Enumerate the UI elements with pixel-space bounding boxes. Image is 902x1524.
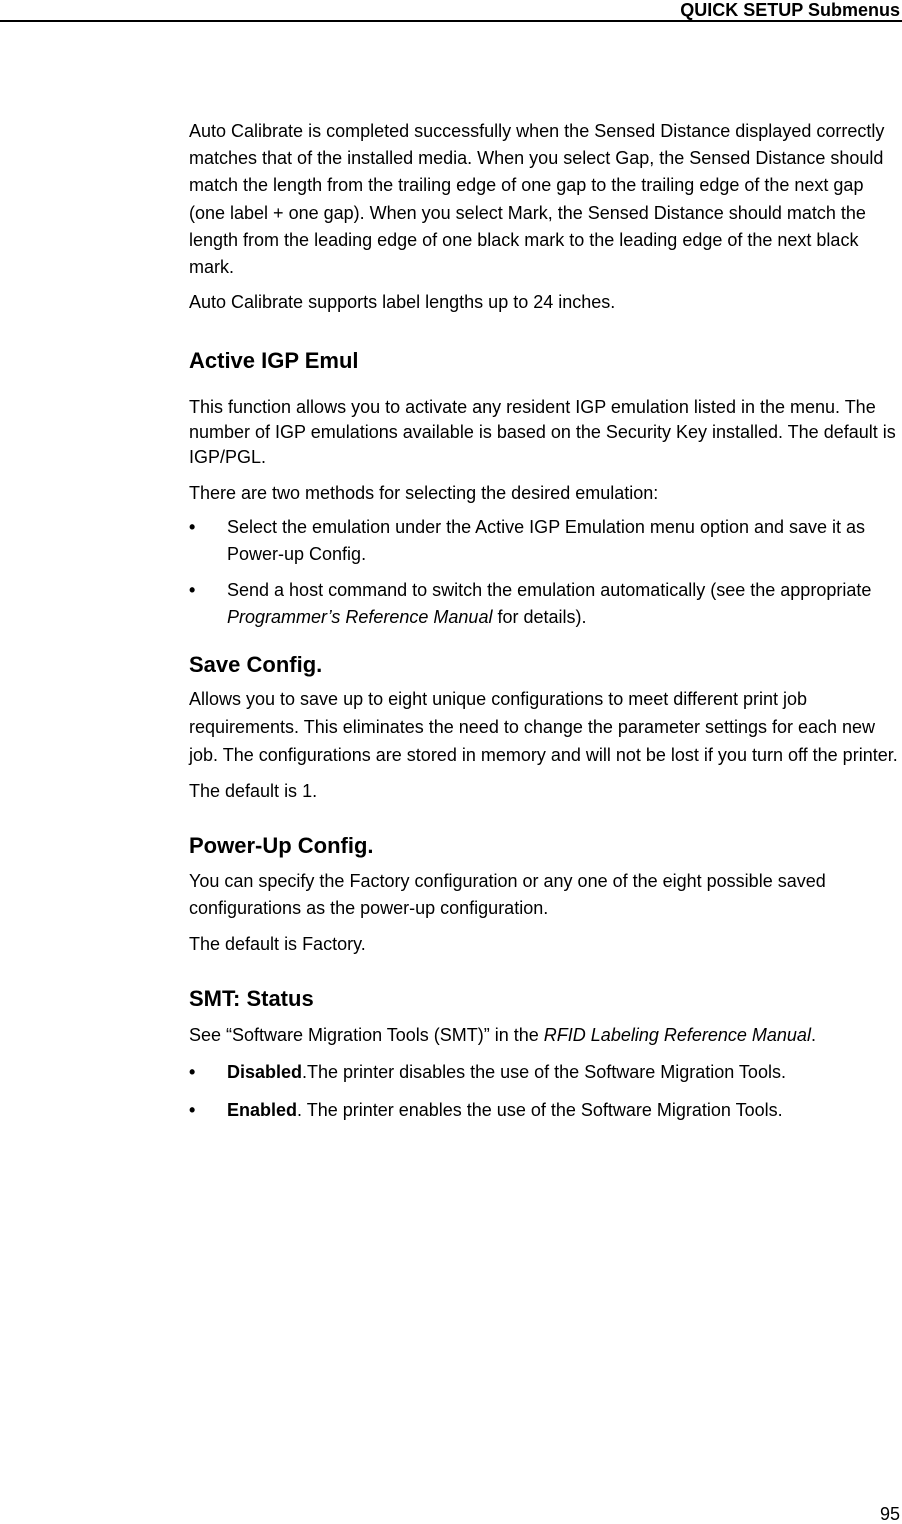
header-rule: [0, 20, 902, 22]
option-name: Disabled: [227, 1062, 303, 1083]
page-body: [189, 118, 901, 1124]
list-item-text: .The printer disables the use of the Software Migration Tools.: [302, 1062, 786, 1083]
running-header: QUICK SETUP Submenus: [680, 0, 900, 20]
intro-paragraph: Auto Calibrate supports label lengths up to 24 inches.: [189, 292, 616, 313]
smt-text: .: [810, 1025, 816, 1046]
active-igp-paragraph: There are two methods for selecting the desired emulation:: [189, 483, 659, 504]
list-item-text: Send a host command to switch the emulation automatically (see the appropriate: [227, 580, 872, 601]
list-item-text: for details).: [492, 607, 587, 628]
bullet-icon: •: [189, 517, 196, 538]
bullet-icon: •: [189, 1062, 196, 1083]
save-config-paragraph: The default is 1.: [189, 781, 318, 802]
list-item: [189, 1059, 901, 1086]
section-heading-active-igp: Active IGP Emul: [189, 348, 359, 374]
intro-paragraph: Auto Calibrate is completed successfully when the Sensed Distance displayed correctly matches that of the installed media. When you select Gap, the Sensed Distance should match the length from the trailing edge of one gap to the trailing edge of the next gap (one label + one gap). When you select Mark, the Sensed Distance should match the length from the leading edge of one black mark to the leading edge of the next black mark.: [189, 121, 885, 278]
bullet-icon: •: [189, 580, 196, 601]
section-heading-power-up-config: Power-Up Config.: [189, 833, 374, 859]
option-name: Enabled: [227, 1100, 298, 1121]
list-item-text: Select the emulation under the Active IGP Emulation menu option and save it as Power-up Config.: [227, 517, 866, 565]
list-item: [189, 577, 901, 631]
save-config-paragraph: Allows you to save up to eight unique configurations to meet different print job requirements. This eliminates the need to change the parameter settings for each new job. The configurations are stored in memory and will not be lost if you turn off the printer.: [189, 689, 898, 766]
list-item-text: . The printer enables the use of the Software Migration Tools.: [297, 1100, 783, 1121]
list-item: [189, 514, 901, 568]
smt-text: See “Software Migration Tools (SMT)” in the: [189, 1025, 544, 1046]
manual-title: Programmer’s Reference Manual: [227, 607, 493, 628]
section-heading-smt-status: SMT: Status: [189, 986, 314, 1012]
active-igp-paragraph: This function allows you to activate any resident IGP emulation listed in the menu. The number of IGP emulations available is based on the Security Key installed. The default is IGP/PGL.: [189, 397, 896, 468]
manual-title: RFID Labeling Reference Manual: [543, 1025, 811, 1046]
list-item: [189, 1097, 901, 1124]
section-heading-save-config: Save Config.: [189, 652, 323, 678]
power-up-paragraph: The default is Factory.: [189, 934, 366, 955]
bullet-icon: •: [189, 1100, 196, 1121]
smt-paragraph: [189, 1023, 901, 1048]
page-number: 95: [879, 1504, 900, 1524]
power-up-paragraph: You can specify the Factory configuration or any one of the eight possible saved configurations as the power-up configuration.: [189, 871, 826, 919]
